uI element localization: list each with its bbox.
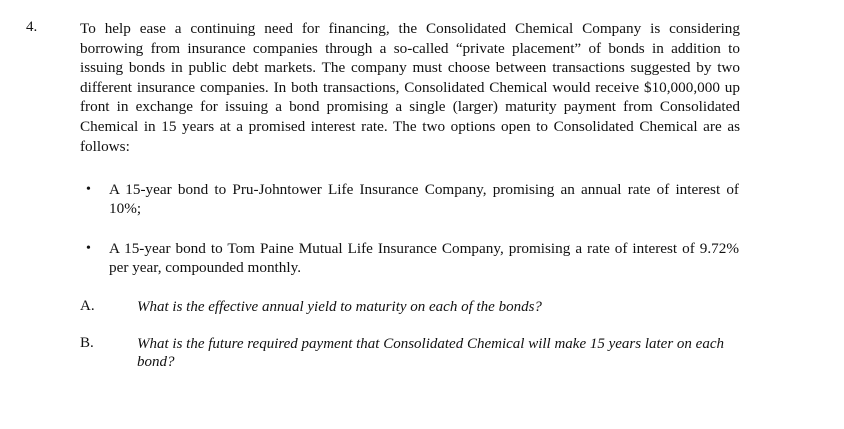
bullet-icon: • [86,182,91,197]
question-intro-paragraph: To help ease a continuing need for financing, the Consolidated Chemical Company is considering borrowing from insurance companies through a so-called “private placement” of bonds in addition to issuing bonds in public debt markets. The company must choose between transactions suggested by two different insurance companies. In both transactions, Consolidated Chemical would receive $10,000,000 up front in exchange for issuing a bond promising a single (larger) maturity payment from Consolidated Chemical in 15 years at a promised interest rate. The two options open to Consolidated Chemical are as follows: [80,20,740,155]
subquestion-a-text: What is the effective annual yield to maturity on each of the bonds? [137,299,542,315]
option-1-text: A 15-year bond to Pru-Johntower Life Insurance Company, promising an annual rate of interest of 10%; [109,181,739,217]
question-number: 4. [26,19,38,35]
subquestion-b-text: What is the future required payment that Consolidated Chemical will make 15 years later on each bond? [137,336,724,370]
subquestion-a-letter: A. [80,298,95,314]
option-2-text: A 15-year bond to Tom Paine Mutual Life Insurance Company, promising a rate of interest of 9.72% per year, compounded monthly. [109,240,739,276]
bullet-icon: • [86,241,91,256]
subquestion-b-letter: B. [80,335,94,351]
